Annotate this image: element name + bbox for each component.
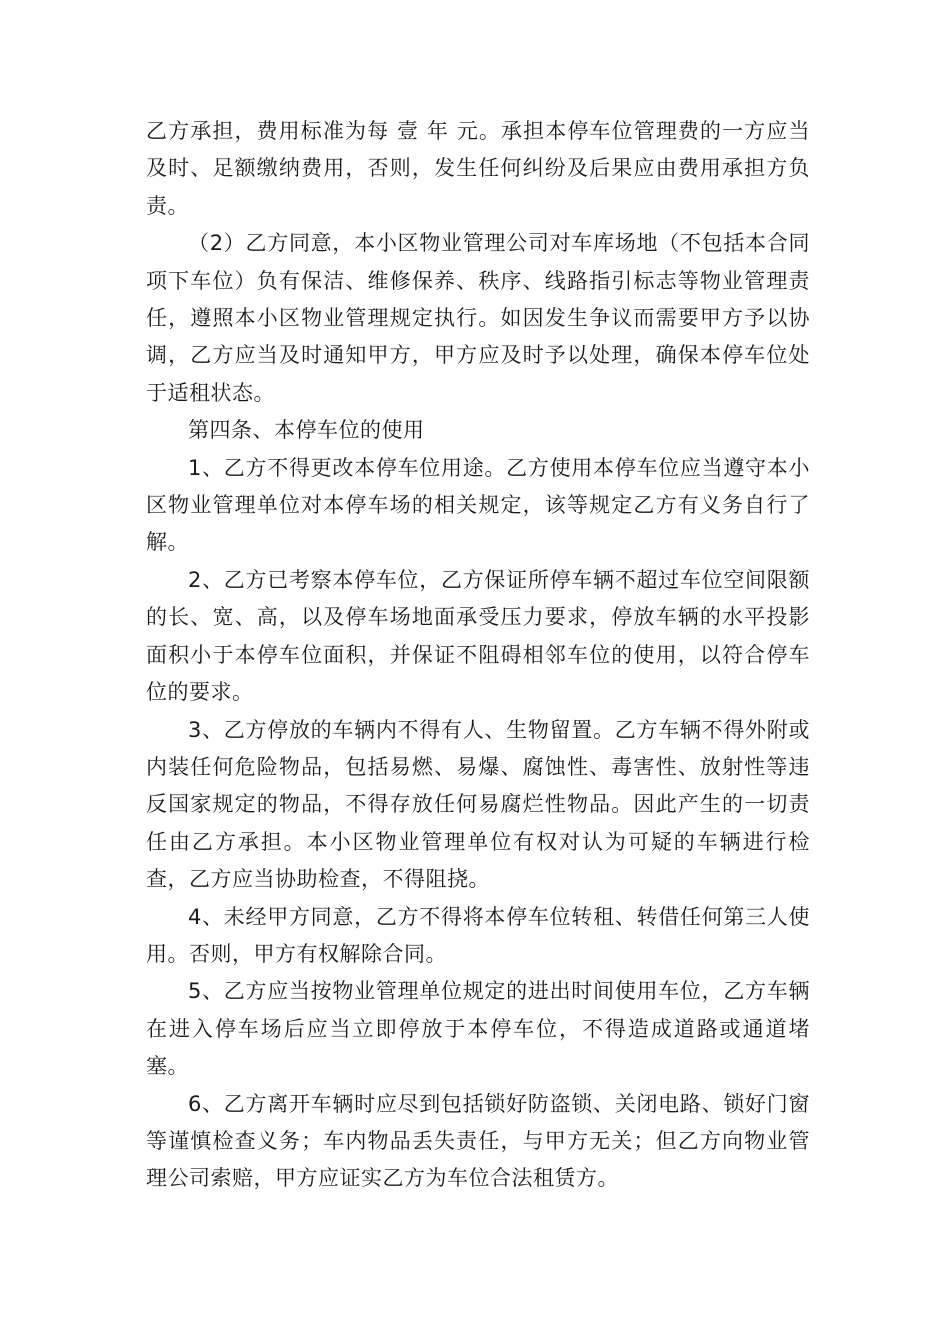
paragraph-item-6: 6、乙方离开车辆时应尽到包括锁好防盗锁、关闭电路、锁好门窗等谨慎检查义务；车内物品丢失责任，与甲方无关；但乙方向物业管理公司索赔，甲方应证实乙方为车位合法租赁方。 xyxy=(146,1091,810,1191)
paragraph-item-5: 5、乙方应当按物业管理单位规定的进出时间使用车位，乙方车辆在进入停车场后应当立即停放于本停车位，不得造成道路或通道堵塞。 xyxy=(146,979,810,1079)
section-heading-article-4: 第四条、本停车位的使用 xyxy=(188,418,425,443)
document-page xyxy=(146,113,810,1198)
paragraph-item-3: 3、乙方停放的车辆内不得有人、生物留置。乙方车辆不得外附或内装任何危险物品，包括易燃、易爆、腐蚀性、毒害性、放射性等违反国家规定的物品，不得存放任何易腐烂性物品。因此产生的一切责任由乙方承担。本小区物业管理单位有权对认为可疑的车辆进行检查，乙方应当协助检查，不得阻挠。 xyxy=(146,717,810,892)
paragraph-fee-continuation: 乙方承担，费用标准为每 壹 年 元。承担本停车位管理费的一方应当及时、足额缴纳费用，否则，发生任何纠纷及后果应由费用承担方负责。 xyxy=(146,119,810,218)
paragraph-item-1: 1、乙方不得更改本停车位用途。乙方使用本停车位应当遵守本小区物业管理单位对本停车场的相关规定，该等规定乙方有义务自行了解。 xyxy=(146,455,810,555)
paragraph-item-2: 2、乙方已考察本停车位，乙方保证所停车辆不超过车位空间限额的长、宽、高，以及停车场地面承受压力要求，停放车辆的水平投影面积小于本停车位面积，并保证不阻碍相邻车位的使用，以符合停车位的要求。 xyxy=(146,567,810,705)
paragraph-clause-2-property-management: （2）乙方同意，本小区物业管理公司对车库场地（不包括本合同项下车位）负有保洁、维修保养、秩序、线路指引标志等物业管理责任，遵照本小区物业管理规定执行。如因发生争议而需要甲方予以协调，乙方应当及时通知甲方，甲方应及时予以处理，确保本停车位处于适租状态。 xyxy=(146,231,810,405)
paragraph-item-4: 4、未经甲方同意，乙方不得将本停车位转租、转借任何第三人使用。否则，甲方有权解除合同。 xyxy=(146,904,810,966)
